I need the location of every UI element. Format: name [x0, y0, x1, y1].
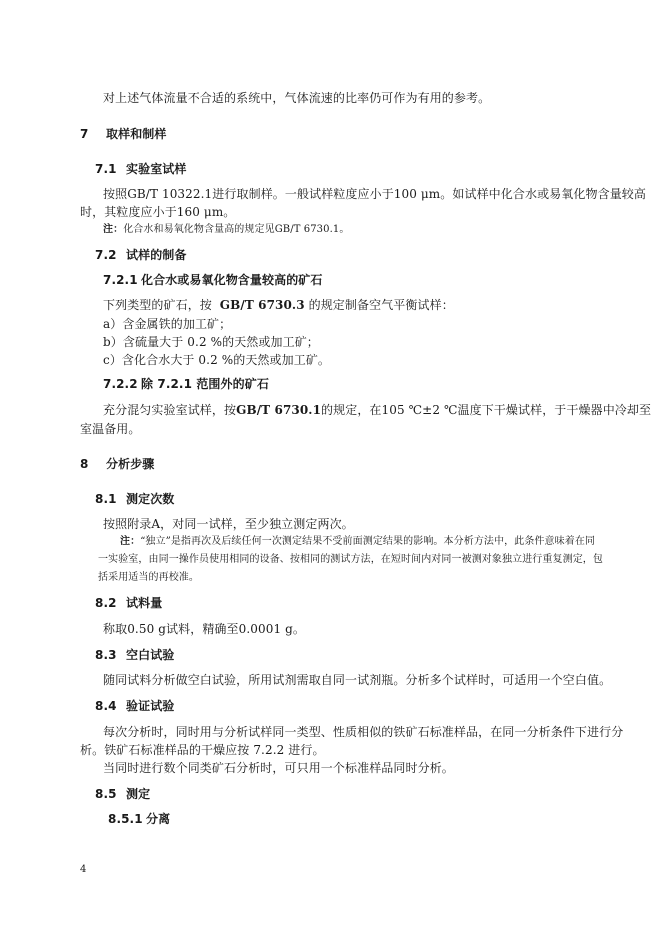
heading-number: 7.2.1 — [103, 273, 138, 287]
heading-number: 7 — [80, 127, 89, 141]
heading-number: 8 — [80, 457, 89, 471]
list-item-b: b）含硫量大于 0.2 %的天然或加工矿； — [103, 335, 319, 349]
heading-number: 8.4 — [95, 699, 117, 713]
heading-8-1 — [95, 491, 174, 507]
heading-title: 验证试验 — [126, 699, 175, 713]
note-8-1-line3: 括采用适当的再校准。 — [98, 572, 199, 583]
page-number: 4 — [80, 864, 87, 875]
heading-7 — [80, 126, 167, 142]
heading-number: 7.2 — [95, 248, 117, 262]
heading-number: 8.5 — [95, 787, 117, 801]
heading-title: 空白试验 — [126, 648, 175, 662]
heading-number: 8.2 — [95, 596, 117, 610]
heading-title: 试样的制备 — [126, 248, 187, 262]
text-segment: 的规定制备空气平衡试样： — [308, 298, 454, 312]
standard-reference: GB/T 6730.3 — [219, 298, 305, 312]
heading-8-5-1 — [108, 811, 170, 827]
note-8-1-line2: 一实验室，由同一操作员使用相同的设备、按相同的测试方法，在短时间内对同一被测对象独立进行重复测定，包 — [98, 554, 603, 565]
paragraph-7-1-line1: 按照GB/T 10322.1进行取制样。一般试样粒度应小于100 μm。如试样中化合水或易氧化物含量较高 — [103, 187, 646, 201]
heading-number: 8.5.1 — [108, 812, 143, 826]
heading-8 — [80, 456, 154, 472]
heading-title: 实验室试样 — [126, 162, 187, 176]
note-label: 注： — [120, 536, 141, 547]
heading-title: 试料量 — [126, 596, 163, 610]
paragraph-8-1: 按照附录A，对同一试样，至少独立测定两次。 — [103, 517, 354, 531]
heading-title: 测定次数 — [126, 492, 175, 506]
paragraph-8-2: 称取0.50 g试料，精确至0.0001 g。 — [103, 622, 305, 636]
heading-8-5 — [95, 786, 150, 802]
note-7-1 — [103, 223, 349, 237]
note-label: 注： — [103, 224, 124, 235]
heading-number: 8.3 — [95, 648, 117, 662]
paragraph-7-2-2-line2: 室温备用。 — [80, 422, 141, 436]
text-segment: 的规定，在105 ℃±2 ℃温度下干燥试样，于干燥器中冷却至 — [321, 403, 652, 417]
heading-title: 测定 — [126, 787, 151, 801]
heading-number: 7.2.2 — [103, 377, 138, 391]
heading-7-2 — [95, 247, 187, 263]
heading-7-2-1 — [103, 272, 323, 288]
list-item-a: a）含金属铁的加工矿； — [103, 317, 232, 331]
heading-8-2 — [95, 595, 162, 611]
paragraph-8-4-line2: 析。铁矿石标准样品的干燥应按 7.2.2 进行。 — [80, 743, 325, 757]
note-text: “独立”是指再次及后续任何一次测定结果不受前面测定结果的影响。本分析方法中，此条件意味着在同 — [140, 536, 596, 547]
heading-title: 分析步骤 — [106, 457, 155, 471]
paragraph-8-4-line1: 每次分析时，同时用与分析试样同一类型、性质相似的铁矿石标准样品，在同一分析条件下进行分 — [103, 725, 624, 739]
heading-8-4 — [95, 698, 174, 714]
heading-7-1 — [95, 161, 187, 177]
heading-number: 7.1 — [95, 162, 117, 176]
paragraph-8-3: 随同试料分析做空白试验，所用试剂需取自同一试剂瓶。分析多个试样时，可适用一个空白值。 — [103, 673, 612, 687]
standard-reference: GB/T 6730.1 — [236, 403, 322, 417]
heading-title: 分离 — [146, 812, 171, 826]
heading-8-3 — [95, 647, 174, 663]
note-text: 化合水和易氧化物含量高的规定见GB/T 6730.1。 — [123, 224, 350, 235]
heading-title: 取样和制样 — [106, 127, 167, 141]
text-segment: 下列类型的矿石，按 — [103, 298, 212, 312]
heading-number: 8.1 — [95, 492, 117, 506]
paragraph-7-2-2-line1 — [103, 402, 651, 418]
note-8-1-line1 — [120, 535, 595, 549]
paragraph-7-1-line2: 时，其粒度应小于160 μm。 — [80, 205, 236, 219]
paragraph-intro: 对上述气体流量不合适的系统中，气体流速的比率仍可作为有用的参考。 — [103, 91, 491, 105]
text-segment: 充分混匀实验室试样，按 — [103, 403, 237, 417]
list-item-c: c）含化合水大于 0.2 %的天然或加工矿。 — [103, 353, 331, 367]
heading-7-2-2 — [103, 376, 269, 392]
paragraph-7-2-1-intro — [103, 297, 454, 313]
heading-title: 化合水或易氧化物含量较高的矿石 — [141, 273, 323, 287]
paragraph-8-4-line3: 当同时进行数个同类矿石分析时，可只用一个标准样品同时分析。 — [103, 761, 454, 775]
heading-title: 除 7.2.1 范围外的矿石 — [141, 377, 269, 391]
